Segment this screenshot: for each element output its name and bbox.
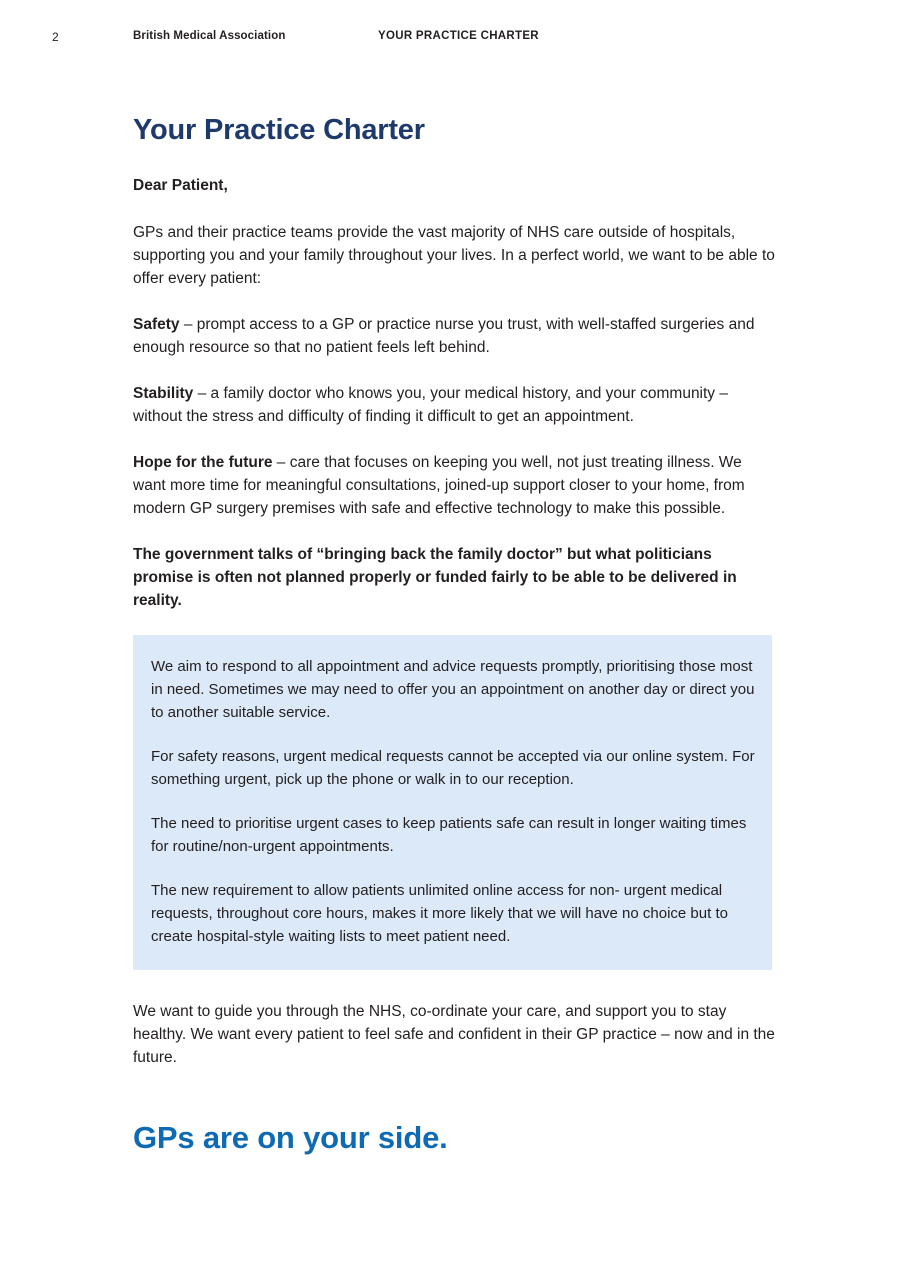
callout-paragraph-3: The need to prioritise urgent cases to keep patients safe can result in longer waiting times for routine/non-urgent appointments. — [151, 815, 747, 855]
pledge-stability-text: – a family doctor who knows you, your medical history, and your community – without the stress and difficulty of finding it difficult to get an appointment. — [133, 385, 728, 425]
pledge-safety-text: – prompt access to a GP or practice nurse you trust, with well-staffed surgeries and enough resource so that no patient feels left behind. — [133, 316, 755, 356]
pledge-hope — [133, 451, 775, 520]
pledge-stability-lead: Stability — [133, 385, 194, 402]
pledge-safety — [133, 313, 775, 359]
page-header — [0, 30, 905, 46]
page-number: 2 — [52, 30, 59, 44]
pledge-hope-lead: Hope for the future — [133, 454, 273, 471]
page-content — [133, 112, 775, 1157]
callout-paragraph-1: We aim to respond to all appointment and advice requests promptly, prioritising those most in need. Sometimes we may need to offer you an appointment on another day or direct you to another suitable service. — [151, 658, 755, 721]
org-name: British Medical Association — [133, 30, 286, 42]
pledge-stability — [133, 382, 775, 428]
tagline: GPs are on your side. — [133, 1120, 448, 1155]
page-title: Your Practice Charter — [133, 114, 425, 146]
callout-paragraph-4: The new requirement to allow patients unlimited online access for non- urgent medical requests, throughout core hours, makes it more likely that we will have no choice but to create hospital-style waiting lists to meet patient need. — [151, 882, 728, 945]
callout-paragraph-2: For safety reasons, urgent medical requests cannot be accepted via our online system. For something urgent, pick up the phone or walk in to our reception. — [151, 748, 755, 788]
intro-paragraph: GPs and their practice teams provide the vast majority of NHS care outside of hospitals, supporting you and your family throughout your lives. In a perfect world, we want to be able to offer every patient: — [133, 224, 775, 287]
pledge-safety-lead: Safety — [133, 316, 180, 333]
government-emphasis-paragraph: The government talks of “bringing back the family doctor” but what politicians promise is often not planned properly or funded fairly to be able to be delivered in reality. — [133, 546, 737, 609]
running-doc-title: YOUR PRACTICE CHARTER — [378, 30, 539, 42]
salutation: Dear Patient, — [133, 177, 228, 194]
callout-box — [133, 635, 772, 970]
closing-paragraph: We want to guide you through the NHS, co-ordinate your care, and support you to stay healthy. We want every patient to feel safe and confident in their GP practice – now and in the future. — [133, 1003, 775, 1066]
pledge-hope-text: – care that focuses on keeping you well, not just treating illness. We want more time for meaningful consultations, joined-up support closer to your home, from modern GP surgery premises with safe and effective technology to make this possible. — [133, 454, 745, 517]
